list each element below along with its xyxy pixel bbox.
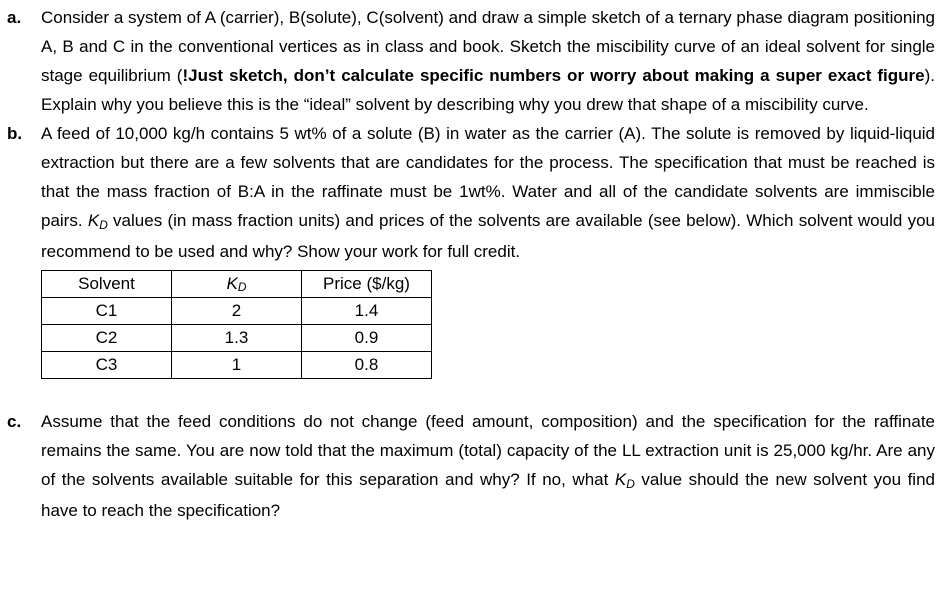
cell-kd: 1 xyxy=(172,352,302,379)
item-a-text: Consider a system of A (carrier), B(solute), C(solvent) and draw a simple sketch of a ternary phase diagram positioning A, B and C in the conventional vertices as in class and book. Sketch the miscibility curve of an ideal solvent for single stage equilibrium (!Just sketch, don’t calculate specific numbers or worry about making a super exact figure). Explain why you believe this is the “ideal” solvent by describing why you drew that shape of a miscibility curve. xyxy=(41,8,935,114)
cell-solvent: C3 xyxy=(42,352,172,379)
solvents-table xyxy=(41,270,432,379)
item-c-label: c. xyxy=(7,412,22,431)
table-row xyxy=(42,352,432,379)
col-header-solvent: Solvent xyxy=(42,271,172,298)
table-row xyxy=(42,298,432,325)
cell-kd: 2 xyxy=(172,298,302,325)
problem-item-b xyxy=(7,119,935,381)
cell-price: 0.9 xyxy=(302,325,432,352)
problem-item-c xyxy=(7,407,935,525)
cell-price: 1.4 xyxy=(302,298,432,325)
item-b-body xyxy=(41,119,935,381)
item-a-label: a. xyxy=(7,8,22,27)
table-row xyxy=(42,325,432,352)
cell-solvent: C1 xyxy=(42,298,172,325)
item-c-text: Assume that the feed conditions do not change (feed amount, composition) and the specification for the raffinate remains the same. You are now told that the maximum (total) capacity of the LL extraction unit is 25,000 kg/hr. Are any of the solvents available suitable for this separation and why? If no, what KD value should the new solvent you find have to reach the specification? xyxy=(41,412,935,520)
item-b-text: A feed of 10,000 kg/h contains 5 wt% of a solute (B) in water as the carrier (A). The solute is removed by liquid-liquid extraction but there are a few solvents that are candidates for the process. The specification that must be reached is that the mass fraction of B:A in the raffinate must be 1wt%. Water and all of the candidate solvents are immiscible pairs. KD values (in mass fraction units) and prices of the solvents are available (see below). Which solvent would you recommend to be used and why? Show your work for full credit. xyxy=(41,124,935,261)
table-header-row xyxy=(42,271,432,298)
problem-item-a xyxy=(7,3,935,119)
cell-price: 0.8 xyxy=(302,352,432,379)
item-b-label: b. xyxy=(7,124,23,143)
cell-solvent: C2 xyxy=(42,325,172,352)
col-header-price: Price ($/kg) xyxy=(302,271,432,298)
col-header-kd: KD xyxy=(172,271,302,298)
cell-kd: 1.3 xyxy=(172,325,302,352)
